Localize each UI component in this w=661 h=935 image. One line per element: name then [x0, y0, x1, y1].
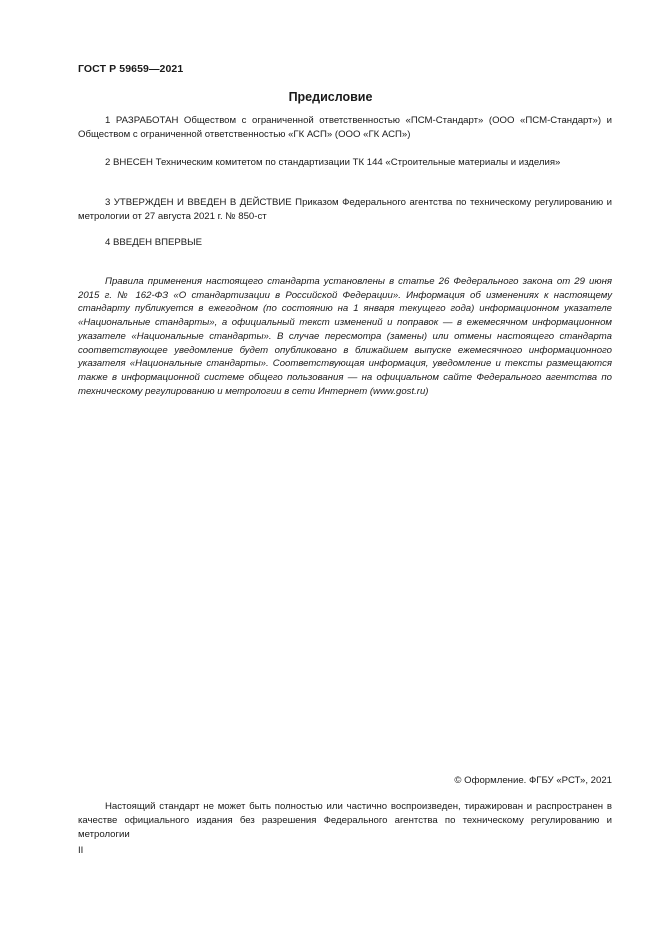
paragraph-submitted: 2 ВНЕСЕН Техническим комитетом по стандартизации ТК 144 «Строительные материалы и изделия» [105, 157, 561, 168]
legal-notice: Правила применения настоящего стандарта установлены в статье 26 Федерального закона от 29 июня 2015 г. № 162-ФЗ «О стандартизации в Российской Федерации». Информация об изменениях к настоящему стандарту публикуется в ежегодном (по состоянию на 1 января текущего года) информационном указателе «Национальные стандарты», а официальный текст изменений и поправок — в ежемесячном информационном указателе «Национальные стандарты». В случае пересмотра (замены) или отмены настоящего стандарта соответствующее уведомление будет опубликовано в ближайшем выпуске ежемесячного информационного указателя «Национальные стандарты». Соответствующая информация, уведомление и тексты размещаются также в информационной системе общего пользования — на официальном сайте Федерального агентства по техническому регулированию и метрологии в сети Интернет (www.gost.ru) [78, 276, 612, 397]
reproduction-notice: Настоящий стандарт не может быть полностью или частично воспроизведен, тиражирован и распространен в качестве официального издания без разрешения Федерального агентства по техническому регулированию и метрологии [78, 801, 612, 841]
page-number: II [78, 845, 84, 856]
page-title: Предисловие [288, 90, 373, 104]
paragraph-introduced: 4 ВВЕДЕН ВПЕРВЫЕ [105, 237, 203, 248]
copyright-line: © Оформление. ФГБУ «РСТ», 2021 [454, 775, 612, 786]
document-header: ГОСТ Р 59659—2021 [78, 63, 184, 75]
paragraph-developed: 1 РАЗРАБОТАН Обществом с ограниченной ответственностью «ПСМ-Стандарт» (ООО «ПСМ-Стандарт») и Обществом с ограниченной ответственностью «ГК АСП» (ООО «ГК АСП») [78, 115, 612, 141]
paragraph-approved: 3 УТВЕРЖДЕН И ВВЕДЕН В ДЕЙСТВИЕ Приказом Федерального агентства по техническому регулированию и метрологии от 27 августа 2021 г. № 850-ст [78, 197, 612, 223]
